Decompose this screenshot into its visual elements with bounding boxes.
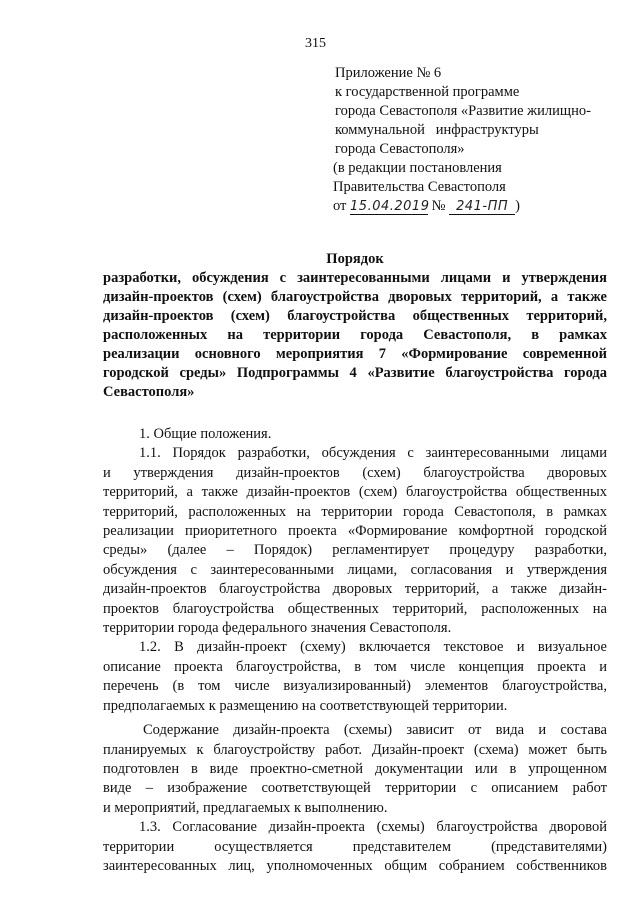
closing-paren: ) <box>515 198 520 214</box>
paragraph-line: перечень (в том числе визуализированный) элементов благоустройства, <box>103 678 607 695</box>
paragraph-line: заинтересованных лиц, уполномоченных общим собранием собственников <box>103 857 607 874</box>
paragraph-line: Содержание дизайн-проекта (схемы) зависит от вида и состава <box>143 722 607 739</box>
paragraph-1-2 <box>103 638 607 716</box>
paragraph-line: 1.3. Согласование дизайн-проекта (схемы) благоустройства дворовой <box>139 819 607 836</box>
appendix-line: коммунальной инфраструктуры <box>335 122 539 138</box>
subtitle-line: Севастополя» <box>103 384 195 400</box>
paragraph-line: подготовлен в виде проектно-сметной документации или в упрощенном <box>103 760 607 777</box>
paragraph-line: территории города федерального значения Севастополя. <box>103 620 452 637</box>
paragraph-line: территории осуществляется представителем (представителями) <box>103 838 607 855</box>
subtitle-line: дизайн-проектов (схем) благоустройства общественных территорий, <box>103 308 607 324</box>
appendix-line: к государственной программе <box>335 84 520 100</box>
paragraph-line: обсуждения с заинтересованными лицами, согласования и утверждения <box>103 561 607 578</box>
appendix-signature-line <box>333 197 623 216</box>
number-prefix: № <box>431 198 446 214</box>
paragraph-line: описание проекта благоустройства, в том числе концепция проекта и <box>103 658 607 675</box>
paragraph-line: и мероприятий, предлагаемых к выполнению. <box>103 799 388 816</box>
title-subtitle <box>103 269 607 402</box>
handwritten-date: 15.04.2019 <box>350 199 430 214</box>
paragraph-1-1 <box>103 444 607 638</box>
document-title <box>103 250 607 402</box>
title-heading: Порядок <box>326 251 384 267</box>
paragraph-line: предполагаемых к размещению на соответствующей территории. <box>103 697 508 714</box>
section-heading: 1. Общие положения. <box>139 426 272 442</box>
appendix-line: города Севастополя «Развитие жилищно- <box>335 103 591 119</box>
handwritten-number: 241-ПП <box>449 199 515 215</box>
page-number: 315 <box>305 36 326 51</box>
paragraph-line: планируемых к благоустройству работ. Дизайн-проект (схема) может быть <box>103 741 607 758</box>
from-prefix: от <box>333 198 347 214</box>
subtitle-line: разработки, обсуждения с заинтересованными лицами и утверждения <box>103 270 607 286</box>
paragraph-line: среды» (далее – Порядок) регламентирует процедуру разработки, <box>103 542 607 559</box>
subtitle-line: городской среды» Подпрограммы 4 «Развитие благоустройства города <box>103 365 607 381</box>
paragraph-line: реализации приоритетного проекта «Формирование комфортной городской <box>103 523 607 540</box>
subtitle-line: расположенных на территории города Севастополя, в рамках <box>103 327 607 343</box>
subtitle-line: реализации основного мероприятия 7 «Формирование современной <box>103 346 607 362</box>
paragraph-line: дизайн-проектов благоустройства дворовых территорий, а также дизайн- <box>103 581 607 598</box>
paragraph-line: 1.2. В дизайн-проект (схему) включается текстовое и визуальное <box>139 639 607 656</box>
paragraph-line: территорий, а также дизайн-проектов (схем) благоустройства общественных <box>103 484 607 501</box>
appendix-line: (в редакции постановления <box>333 160 502 176</box>
appendix-line: Приложение № 6 <box>335 65 442 81</box>
paragraph-line: проектов благоустройства общественных территорий, расположенных на <box>103 600 607 617</box>
paragraph-line: виде – изображение соответствующей территории с описанием работ <box>103 780 607 797</box>
paragraph-line: и утверждения дизайн-проектов (схем) благоустройства дворовых <box>103 464 607 481</box>
appendix-block <box>333 64 623 216</box>
paragraph-line: 1.1. Порядок разработки, обсуждения с заинтересованными лицами <box>139 445 607 462</box>
paragraph-content <box>103 721 607 818</box>
paragraph-1-3 <box>103 818 607 876</box>
paragraph-line: территорий, расположенных на территории города Севастополя, в рамках <box>103 503 607 520</box>
subtitle-line: дизайн-проектов (схем) благоустройства дворовых территорий, а также <box>103 289 607 305</box>
appendix-line: города Севастополя» <box>335 141 465 157</box>
appendix-line: Правительства Севастополя <box>333 179 506 195</box>
document-body <box>103 425 607 876</box>
